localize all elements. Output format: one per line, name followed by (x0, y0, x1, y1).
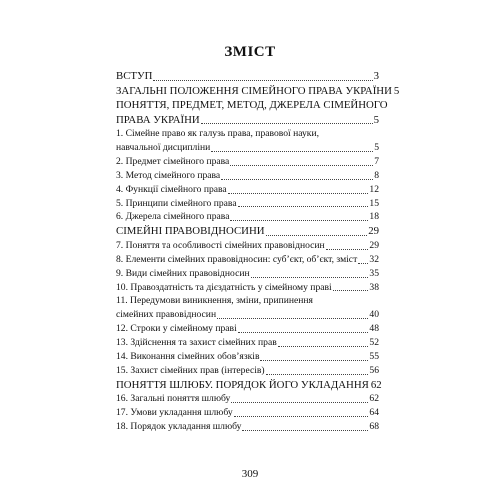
toc-entry (116, 197, 379, 211)
dot-leader (242, 429, 368, 431)
page-number: 309 (241, 468, 259, 480)
toc-entry-page-number: 40 (369, 309, 379, 321)
toc-entry (116, 183, 379, 197)
dot-leader (266, 234, 368, 236)
page-title: ЗМІСТ (224, 44, 276, 60)
toc-entry-page-number: 32 (369, 253, 379, 265)
toc-entry-page-number: 29 (369, 239, 379, 251)
toc-entry-page-number: 48 (369, 323, 379, 335)
dot-leader (238, 205, 369, 207)
dot-leader (230, 164, 373, 166)
toc-entry-text: 15. Захист сімейних прав (інтересів) (116, 365, 265, 376)
toc-entry (116, 127, 379, 155)
toc-entry-page-number: 62 (370, 378, 382, 391)
toc-entry-text: ВСТУП (116, 70, 153, 82)
toc-entry (116, 69, 379, 84)
dot-leader (230, 219, 368, 221)
toc-entry-page-number: 7 (374, 155, 379, 167)
toc-entry-text: 17. Умови укладання шлюбу (116, 407, 233, 419)
toc-entry (116, 322, 379, 336)
toc-entry-text: 18. Порядок укладання шлюбу (116, 421, 242, 433)
toc-entry-text: сімейних правовідносин (116, 309, 217, 321)
dot-leader (278, 345, 369, 347)
toc-entry (116, 169, 379, 183)
toc-entry-text: 14. Виконання сімейних обов’язків (116, 351, 260, 363)
toc-entry-page-number: 5 (393, 84, 400, 97)
toc-entry (116, 210, 379, 224)
toc-entry-text: ЗАГАЛЬНІ ПОЛОЖЕННЯ СІМЕЙНОГО ПРАВА УКРАЇНИ (116, 84, 392, 97)
toc-entry (116, 350, 379, 364)
toc-entry-text: 8. Елементи сімейних правовідносин: суб’єкт, об’єкт, зміст (116, 253, 358, 265)
toc-entry-page-number: 5 (374, 141, 379, 153)
toc-entry (116, 364, 379, 378)
toc-entry-page-number: 8 (374, 169, 379, 181)
dot-leader (221, 178, 373, 180)
toc-entry-text: 1. Сімейне право як галузь права, правової науки, (116, 128, 319, 139)
dot-leader (211, 150, 373, 152)
toc-entry (116, 281, 379, 295)
toc-entry (116, 294, 379, 322)
toc-entry-text: 2. Предмет сімейного права (116, 155, 230, 167)
toc-entry-page-number: 35 (369, 267, 379, 279)
toc-entry-text: 10. Правоздатність та дієздатність у сімейному праві (116, 281, 332, 293)
toc-entry-page-number: 55 (369, 351, 379, 363)
dot-leader (231, 401, 368, 403)
toc-entry-page-number: 5 (373, 113, 379, 126)
toc-entry (116, 98, 388, 127)
dot-leader (326, 248, 369, 250)
toc-entry-page-number: 3 (373, 70, 379, 82)
dot-leader (201, 122, 373, 124)
toc-entry-page-number: 62 (369, 393, 379, 405)
dot-leader (228, 192, 369, 194)
toc-entry (116, 392, 379, 406)
toc-entry-page-number: 52 (369, 337, 379, 349)
toc-entry-text: 11. Передумови виникнення, зміни, припинення (116, 295, 313, 307)
toc-entry-text: 4. Функції сімейного права (116, 183, 227, 195)
dot-leader (238, 331, 369, 333)
toc-entry-text: СІМЕЙНІ ПРАВОВІДНОСИНИ (116, 225, 265, 238)
toc-entry (116, 224, 379, 239)
dot-leader (217, 317, 368, 319)
toc-entry (116, 378, 382, 393)
toc-entry (116, 336, 379, 350)
toc-entry-page-number: 12 (369, 183, 379, 195)
toc-entry-page-number: 29 (368, 225, 379, 238)
toc-entry-text: навчальної дисципліни (116, 141, 211, 153)
dot-leader (153, 79, 372, 81)
toc-entry (116, 253, 379, 267)
dot-leader (234, 415, 369, 417)
dot-leader (260, 359, 368, 361)
toc-entry-page-number: 64 (369, 407, 379, 419)
dot-leader (333, 289, 369, 291)
toc-entry-text: 3. Метод сімейного права (116, 169, 221, 181)
toc-entry-text: 7. Поняття та особливості сімейних правовідносин (116, 239, 325, 251)
dot-leader (251, 276, 369, 278)
toc-entry (116, 239, 379, 253)
toc-entry-page-number: 68 (369, 421, 379, 433)
toc-entry-page-number: 38 (369, 281, 379, 293)
toc-entry-text: 12. Строки у сімейному праві (116, 323, 237, 335)
dot-leader (358, 262, 368, 264)
toc-entry (116, 406, 379, 420)
toc-entry-text: ПОНЯТТЯ, ПРЕДМЕТ, МЕТОД, ДЖЕРЕЛА СІМЕЙНОГО (116, 99, 388, 111)
toc-entry-text: 16. Загальні поняття шлюбу (116, 393, 231, 405)
toc-entry-text: 9. Види сімейних правовідносин (116, 267, 250, 279)
toc-entry-text: ПОНЯТТЯ ШЛЮБУ. ПОРЯДОК ЙОГО УКЛАДАННЯ (116, 378, 369, 391)
dot-leader (266, 373, 369, 375)
toc-entry (116, 84, 400, 99)
toc-entry (116, 267, 379, 281)
toc-entry-page-number: 15 (369, 197, 379, 209)
toc-entry-text: 13. Здійснення та захист сімейних прав (116, 337, 277, 349)
toc-entry-text: ПРАВА УКРАЇНИ (116, 113, 200, 126)
toc-entry-page-number: 56 (369, 365, 379, 376)
toc-entry-text: 6. Джерела сімейного права (116, 211, 230, 223)
toc-entry (116, 420, 379, 434)
table-of-contents (116, 69, 400, 434)
toc-entry-text: 5. Принципи сімейного права (116, 197, 237, 209)
toc-entry (116, 155, 379, 169)
toc-entry-page-number: 18 (369, 211, 379, 223)
